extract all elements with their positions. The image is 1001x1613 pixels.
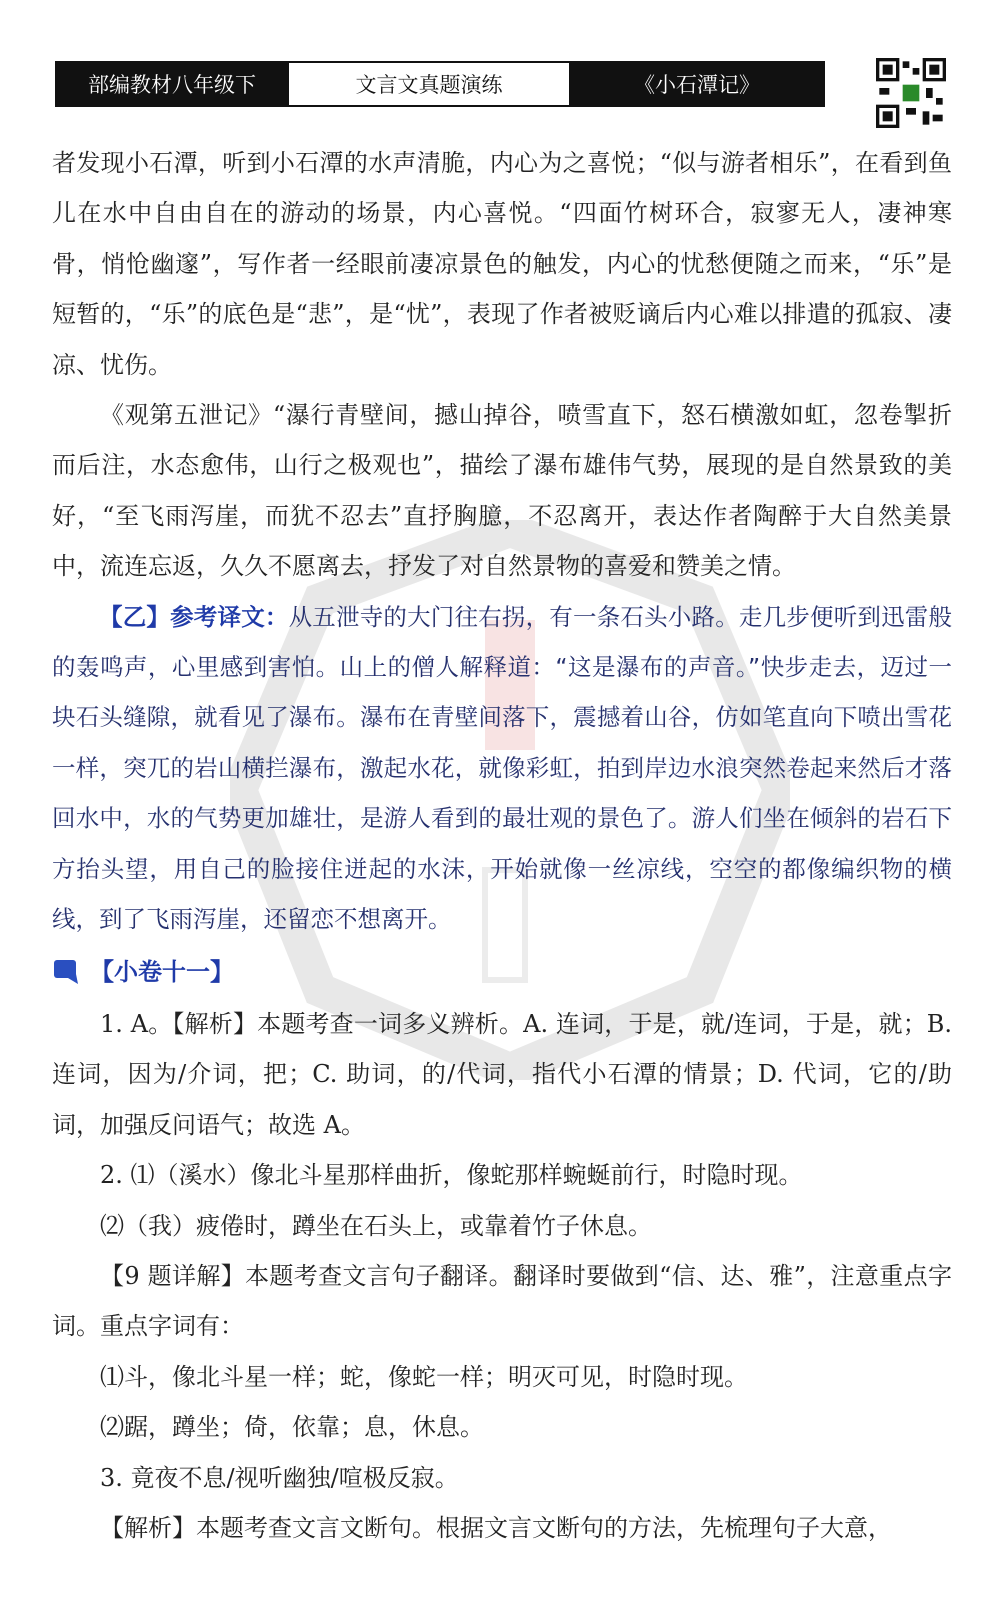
translation-paragraph: [52, 592, 952, 945]
header-lesson: 《小石潭记》: [571, 63, 823, 105]
analysis-paragraph-2: 《观第五泄记》“瀑行青壁间，撼山掉谷，喷雪直下，怒石横激如虹，忽卷掣折而后注，水态愈伟，山行之极观也”，描绘了瀑布雄伟气势，展现的是自然景致的美好，“至飞雨泻崖，而犹不忍去”直抒胸臆，不忍离开，表达作者陶醉于大自然美景中，流连忘返，久久不愿离去，抒发了对自然景物的喜爱和赞美之情。: [52, 401, 952, 581]
header-grade: 部编教材八年级下: [57, 63, 287, 105]
answer-3-label: 【解析】: [100, 1513, 196, 1542]
answer-1-label: 【解析】: [172, 1009, 258, 1038]
document-body: [52, 138, 952, 1553]
answer-2-key-1: ⑴斗，像北斗星一样；蛇，像蛇一样；明灭可见，时隐时现。: [100, 1362, 748, 1391]
answer-2-part-2: ⑵（我）疲倦时，蹲坐在石头上，或靠着竹子休息。: [100, 1211, 652, 1240]
translation-text: 从五泄寺的大门往右拐，有一条石头小路。走几步便听到迅雷般的轰鸣声，心里感到害怕。山上的僧人解释道：“这是瀑布的声音。”快步走去，迈过一块石头缝隙，就看见了瀑布。瀑布在青壁间落下，震撼着山谷，仿如笔直向下喷出雪花一样，突兀的岩山横拦瀑布，激起水花，就像彩虹，拍到岸边水浪突然卷起来然后才落回水中，水的气势更加雄壮，是游人看到的最壮观的景色了。游人们坐在倾斜的岩石下方抬头望，用自己的脸接住迸起的水沫，开始就像一丝凉线，空空的都像编织物的横线，到了飞雨泻崖，还留恋不想离开。: [52, 602, 953, 934]
section-heading: [52, 947, 952, 997]
note-icon: [52, 958, 82, 986]
translation-label: 【乙】参考译文：: [99, 602, 289, 631]
answer-2-key-2: ⑵踞，蹲坐；倚，依靠；息，休息。: [100, 1413, 484, 1442]
page-header: [55, 61, 825, 107]
analysis-paragraph-1: 者发现小石潭，听到小石潭的水声清脆，内心为之喜悦；“似与游者相乐”，在看到鱼儿在水中自由自在的游动的场景，内心喜悦。“四面竹树环合，寂寥无人，凄神寒骨，悄怆幽邃”，写作者一经眼前凄凉景色的触发，内心的忧愁便随之而来，“乐”是短暂的，“乐”的底色是“悲”，是“忧”，表现了作者被贬谪后内心难以排遣的孤寂、凄凉、忧伤。: [52, 149, 952, 379]
qr-code-icon: [876, 58, 946, 128]
answer-3-explanation: [52, 1503, 952, 1553]
answer-2-text: 本题考查文言句子翻译。翻译时要做到“信、达、雅”，注意重点字词。重点字词有：: [52, 1261, 952, 1341]
answer-1-number: 1. A。: [100, 1009, 173, 1038]
answer-1-text: 本题考查一词多义辨析。A. 连词，于是，就/连词，于是，就；B. 连词，因为/介词，把；C. 助词，的/代词，指代小石潭的情景；D. 代词，它的/助词，加强反问语气；故选 A。: [52, 1009, 952, 1139]
answer-2-explanation: [52, 1251, 952, 1352]
answer-3: 3. 竟夜不息/视听幽独/喧极反寂。: [100, 1463, 459, 1492]
section-title: 【小卷十一】: [90, 957, 234, 986]
answer-2-part-1: 2. ⑴（溪水）像北斗星那样曲折，像蛇那样蜿蜒前行，时隐时现。: [100, 1161, 803, 1190]
answer-3-text: 本题考查文言文断句。根据文言文断句的方法，先梳理句子大意，: [196, 1513, 892, 1542]
answer-2-label: 【9 题详解】: [100, 1261, 246, 1290]
header-subject: 文言文真题演练: [287, 63, 571, 105]
answer-1: [52, 999, 952, 1150]
